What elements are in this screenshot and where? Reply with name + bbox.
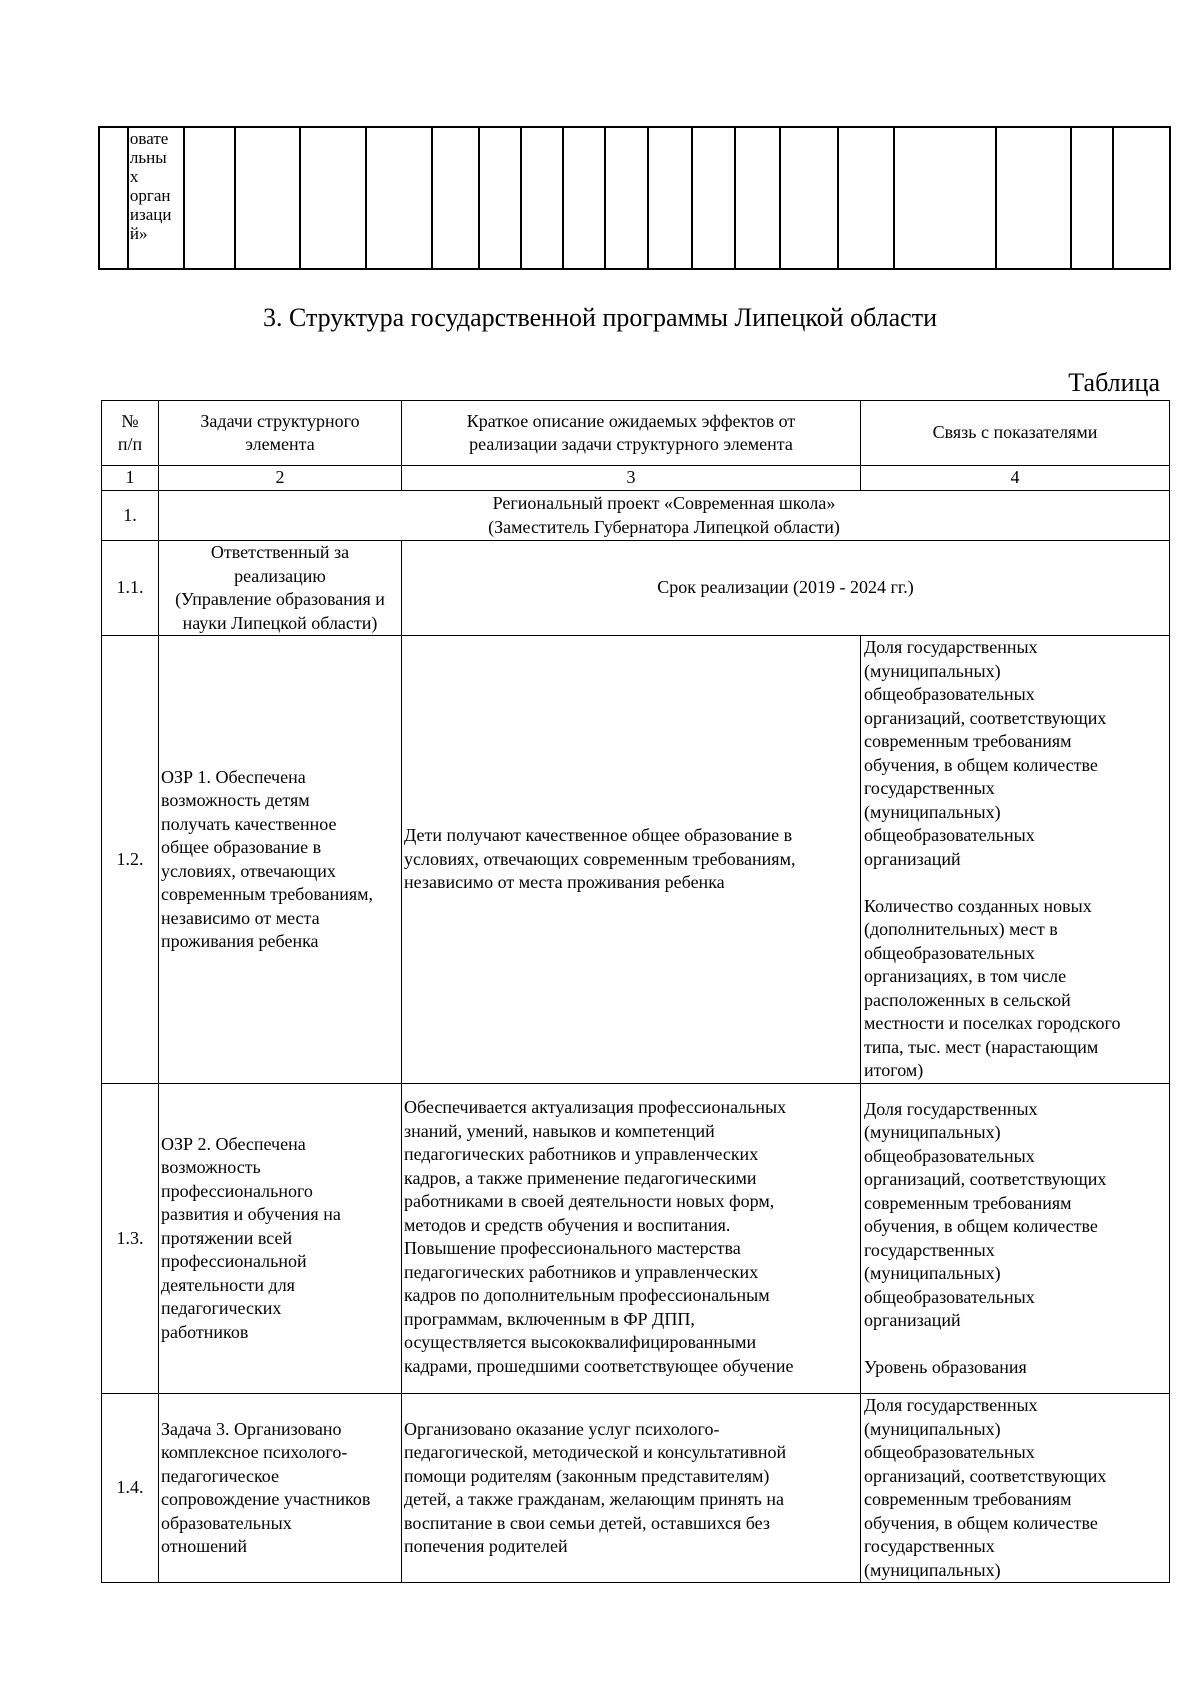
fragment-text: овате льны х орган изаци й» [129,129,172,243]
table-cell [648,127,691,269]
table-cell [99,127,128,269]
header-row [102,401,1170,466]
section-title: 3. Структура государственной программы Липецкой области [262,303,938,332]
table-cell [605,127,648,269]
header-task: Задачи структурного элемента [159,401,402,466]
indicators-cell: Доля государственных (муниципальных) общеобразовательных организаций, соответствующих современным требованиям обучения, в общем количестве государственных (муниципальных) [861,1394,1170,1583]
table-cell [735,127,779,269]
table-cell [366,127,431,269]
table-row [99,127,1170,269]
row-number: 1.1. [102,541,159,636]
table-cell [300,127,366,269]
table-cell [1071,127,1113,269]
table-row [102,1394,1170,1583]
row-number: 1.3. [102,1084,159,1394]
task-cell: Задача 3. Организовано комплексное психолого- педагогическое сопровождение участников образовательных отношений [159,1394,402,1583]
effect-cell: Организовано оказание услуг психолого- педагогической, методической и консультативной помощи родителям (законным представителям) детей, а также гражданам, желающим принять на воспитание в свои семьи детей, оставшихся без попечения родителей [402,1394,861,1583]
row-number: 1.2. [102,636,159,1084]
table-cell [563,127,605,269]
previous-table-fragment [98,126,1171,270]
table-label: Таблица [1068,368,1160,397]
table-row [102,491,1170,541]
table-cell [432,127,480,269]
header-indicators: Связь с показателями [861,401,1170,466]
table-cell [184,127,236,269]
task-cell: ОЗР 1. Обеспечена возможность детям получать качественное общее образование в условиях, отвечающих современным требованиям, независимо от места проживания ребенка [159,636,402,1084]
responsible-cell: Ответственный за реализацию (Управление образования и науки Липецкой области) [159,541,402,636]
column-number: 3 [402,466,861,491]
column-number: 1 [102,466,159,491]
implementation-period: Срок реализации (2019 - 2024 гг.) [402,541,1170,636]
column-number: 2 [159,466,402,491]
table-cell [479,127,521,269]
table-cell [235,127,300,269]
task-cell: ОЗР 2. Обеспечена возможность профессионального развития и обучения на протяжении всей профессиональной деятельности для педагогических работников [159,1084,402,1394]
table-cell [128,127,184,269]
effect-cell: Обеспечивается актуализация профессиональных знаний, умений, навыков и компетенций педагогических работников и управленческих кадров, а также применение педагогическими работниками в своей деятельности новых форм, методов и средств обучения и воспитания. Повышение профессионального мастерства педагогических работников и управленческих кадров по дополнительным профессиональным программам, включенным в ФР ДПП, осуществляется высококвалифицированными кадрами, прошедшими соответствующее обучение [402,1084,861,1394]
indicators-cell: Доля государственных (муниципальных) общеобразовательных организаций, соответствующих современным требованиям обучения, в общем количестве государственных (муниципальных) общеобразовательных организаций Уровень образования [861,1084,1170,1394]
column-number-row [102,466,1170,491]
table-cell [521,127,562,269]
row-number: 1.4. [102,1394,159,1583]
row-number: 1. [102,491,159,541]
table-cell [894,127,996,269]
header-effect: Краткое описание ожидаемых эффектов от реализации задачи структурного элемента [402,401,861,466]
header-number: № п/п [102,401,159,466]
table-cell [692,127,735,269]
column-number: 4 [861,466,1170,491]
table-row [102,636,1170,1084]
table-row [102,1084,1170,1394]
table-cell [780,127,839,269]
table-row [102,541,1170,636]
table-cell [1113,127,1170,269]
project-title: Региональный проект «Современная школа» (Заместитель Губернатора Липецкой области) [159,491,1170,541]
table-cell [996,127,1070,269]
table-cell [838,127,894,269]
effect-cell: Дети получают качественное общее образование в условиях, отвечающих современным требованиям, независимо от места проживания ребенка [402,636,861,1084]
indicators-cell: Доля государственных (муниципальных) общеобразовательных организаций, соответствующих современным требованиям обучения, в общем количестве государственных (муниципальных) общеобразовательных организаций Количество созданных новых (дополнительных) мест в общеобразовательных организациях, в том числе расположенных в сельской местности и поселках городского типа, тыс. мест (нарастающим итогом) [861,636,1170,1084]
structure-table [101,400,1170,1583]
